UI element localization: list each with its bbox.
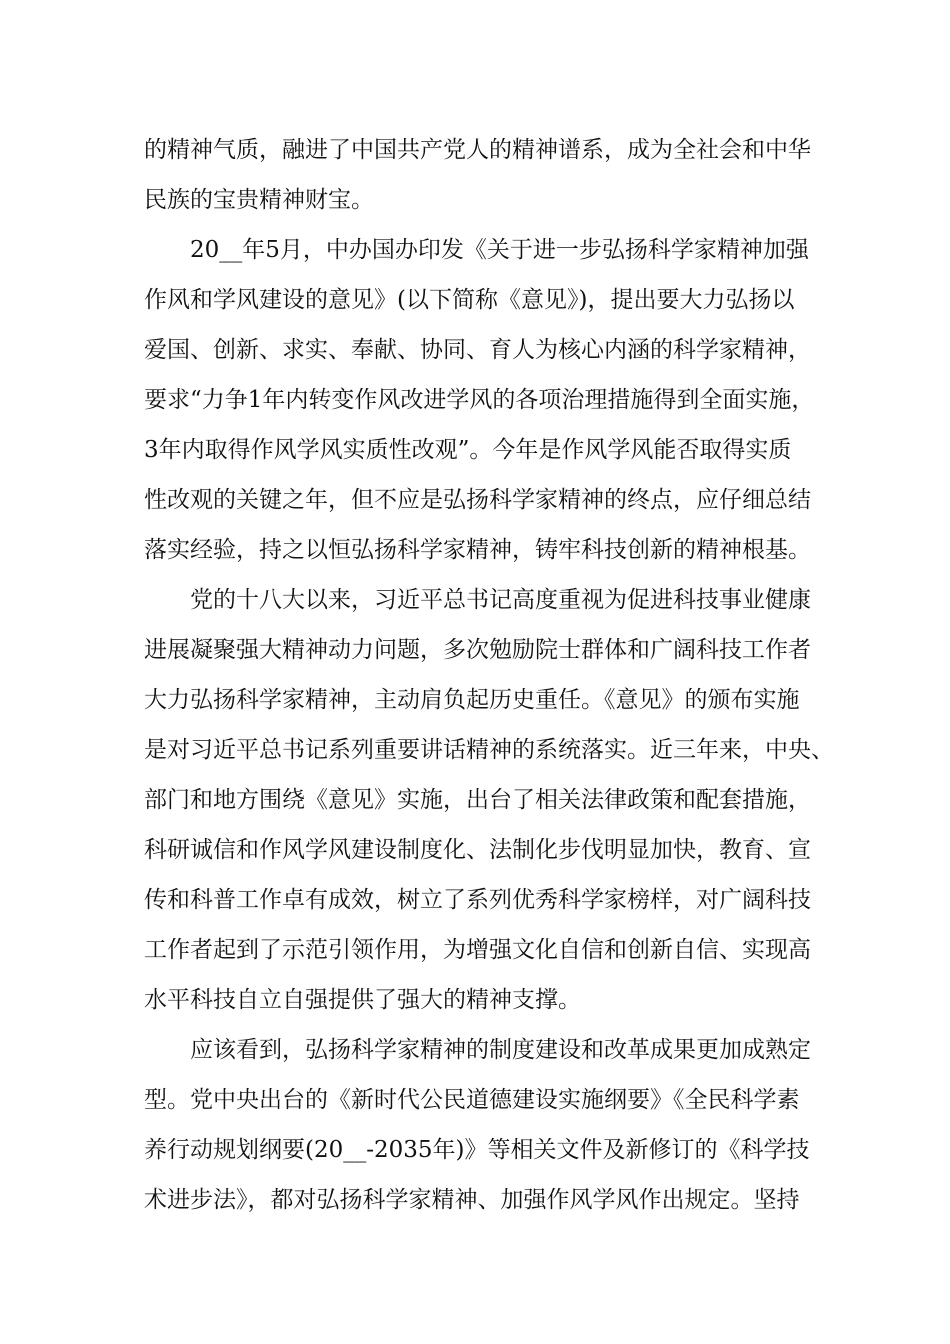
- text-line: 部门和地方围绕《意见》实施，出台了相关法律政策和配套措施，: [144, 787, 811, 813]
- text-line: 术进步法》，都对弘扬科学家精神、加强作风学风作出规定。坚持: [144, 1187, 800, 1213]
- text-line: 落实经验，持之以恒弘扬科学家精神，铸牢科技创新的精神根基。: [144, 537, 811, 563]
- text-line: 型。党中央出台的《新时代公民道德建设实施纲要》《全民科学素: [144, 1087, 800, 1113]
- text-line: 工作者起到了示范引领作用，为增强文化自信和创新自信、实现高: [144, 937, 811, 963]
- text-line: 爱国、创新、求实、奉献、协同、育人为核心内涵的科学家精神，: [144, 337, 811, 363]
- text-line: 作风和学风建设的意见》(以下简称《意见》)，提出要大力弘扬以: [144, 287, 795, 313]
- text-line: 要求“力争1年内转变作风改进学风的各项治理措施得到全面实施，: [144, 387, 815, 413]
- text-line: 是对习近平总书记系列重要讲话精神的系统落实。近三年来，中央、: [144, 737, 834, 763]
- text-line: 水平科技自立自强提供了强大的精神支撑。: [144, 987, 581, 1013]
- text-line: 进展凝聚强大精神动力问题，多次勉励院士群体和广阔科技工作者: [144, 637, 811, 663]
- text-line: 传和科普工作卓有成效，树立了系列优秀科学家榜样，对广阔科技: [144, 887, 811, 913]
- paragraph-first-line: 应该看到，弘扬科学家精神的制度建设和改革成果更加成熟定: [190, 1037, 811, 1063]
- text-line: 大力弘扬科学家精神，主动肩负起历史重任。《意见》的颁布实施: [144, 687, 800, 713]
- text-line: 性改观的关键之年，但不应是弘扬科学家精神的终点，应仔细总结: [144, 487, 811, 513]
- text-line: 民族的宝贵精神财宝。: [144, 187, 374, 213]
- paragraph-first-line: 党的十八大以来，习近平总书记高度重视为促进科技事业健康: [190, 587, 811, 613]
- text-line: 的精神气质，融进了中国共产党人的精神谱系，成为全社会和中华: [144, 137, 811, 163]
- text-line: 养行动规划纲要(20__-2035年)》等相关文件及新修订的《科学技: [144, 1137, 810, 1163]
- text-line: 科研诚信和作风学风建设制度化、法制化步伐明显加快，教育、宣: [144, 837, 811, 863]
- text-line: 3年内取得作风学风实质性改观”。今年是作风学风能否取得实质: [144, 437, 792, 463]
- paragraph-first-line: 20__年5月，中办国办印发《关于进一步弘扬科学家精神加强: [190, 237, 809, 263]
